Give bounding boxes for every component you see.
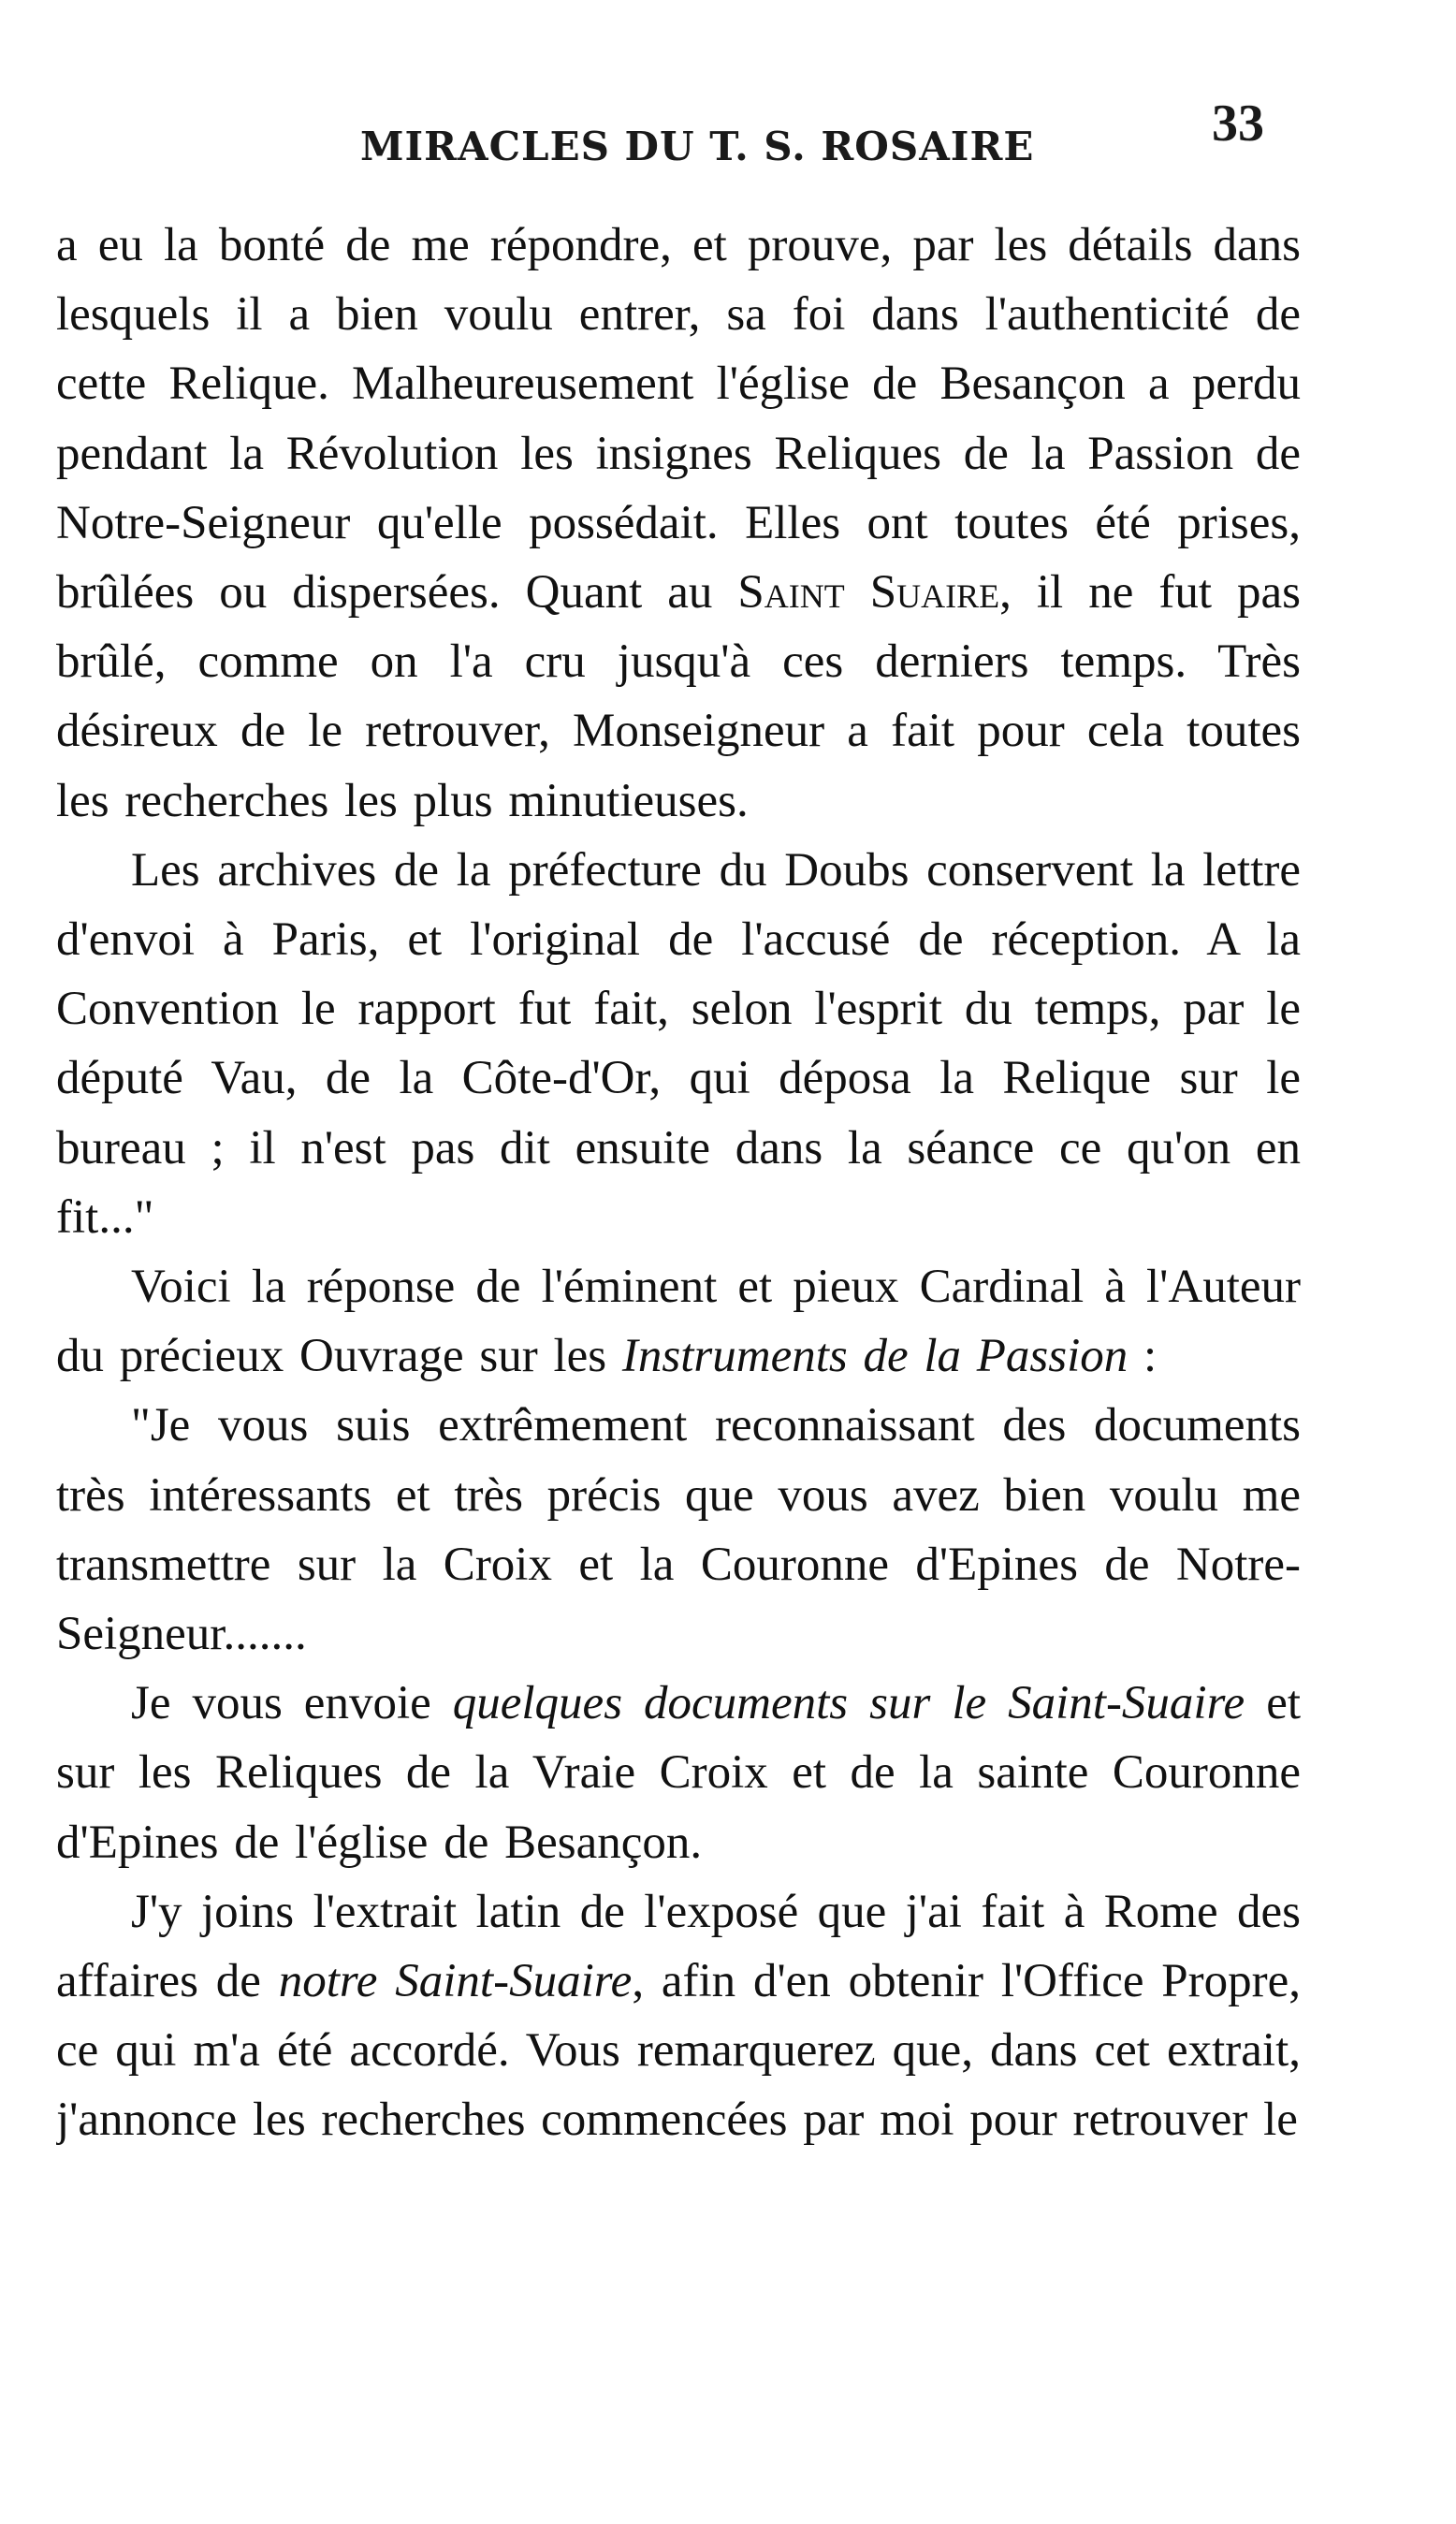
paragraph-6-tail: , afin d'en obtenir l'Office Propre, ce qui m'a été accordé. Vous remarquerez que, dans cet extrait, j'annonce les recherches commencées par moi pour retrouver le (56, 1955, 1301, 2147)
page-header (0, 94, 1456, 178)
running-head: MIRACLES DU T. S. ROSAIRE (360, 124, 1035, 169)
quelques-documents-italic: quelques documents sur le Saint-Suaire (452, 1677, 1245, 1730)
paragraph-6 (56, 1877, 1301, 2155)
paragraph-3-tail: : (1128, 1330, 1158, 1383)
paragraph-6-text: J'y joins l'extrait latin de l'exposé que j'ai fait à Rome des affaires de (56, 1885, 1301, 2008)
page-body (56, 211, 1301, 2447)
paragraph-1-tail: , il ne fut pas brûlé, comme on l'a cru jusqu'à ces derniers temps. Très désireux de le retrouver, Monseigneur a fait pour cela toutes les recherches les plus minutieuses. (56, 566, 1301, 827)
paragraph-2-text: Les archives de la préfecture du Doubs conservent la lettre d'envoi à Paris, et l'original de l'accusé de réception. A la Convention le rapport fut fait, selon l'esprit du temps, par le député Vau, de la Côte-d'Or, qui déposa la Relique sur le bureau ; il n'est pas dit ensuite dans la séance ce qu'on en fit..." (56, 843, 1301, 1244)
paragraph-2 (56, 836, 1301, 1252)
paragraph-3 (56, 1252, 1301, 1391)
paragraph-3-text: Voici la réponse de l'éminent et pieux Cardinal à l'Auteur du précieux Ouvrage sur les (56, 1261, 1301, 1383)
paragraph-4-text: "Je vous suis extrêmement reconnaissant des documents très intéressants et très précis que vous avez bien voulu me transmettre sur la Croix et la Couronne d'Epines de Notre-Seigneur....... (56, 1399, 1301, 1661)
paragraph-5-text: Je vous envoie (131, 1677, 453, 1730)
notre-saint-suaire-italic: notre Saint-Suaire (278, 1955, 633, 2008)
paragraph-1-text: a eu la bonté de me répondre, et prouve, par les détails dans lesquels il a bien voulu entrer, sa foi dans l'authenticité de cette Relique. Malheureusement l'église de Besançon a perdu pendant la Révolution les insignes Reliques de la Passion de Notre-Seigneur qu'elle possédait. Elles ont toutes été prises, brûlées ou dispersées. Quant au (56, 219, 1301, 620)
paragraph-4 (56, 1391, 1301, 1669)
saint-suaire-small-caps: Saint Suaire (737, 566, 1000, 620)
page-number: 33 (1212, 95, 1264, 153)
instruments-title: Instruments de la Passion (621, 1330, 1128, 1383)
paragraph-5-tail: et sur les Reliques de la Vraie Croix et de la sainte Couronne d'Epines de l'église de Besançon. (56, 1677, 1301, 1869)
paragraph-5 (56, 1669, 1301, 1877)
paragraph-1 (56, 211, 1301, 836)
